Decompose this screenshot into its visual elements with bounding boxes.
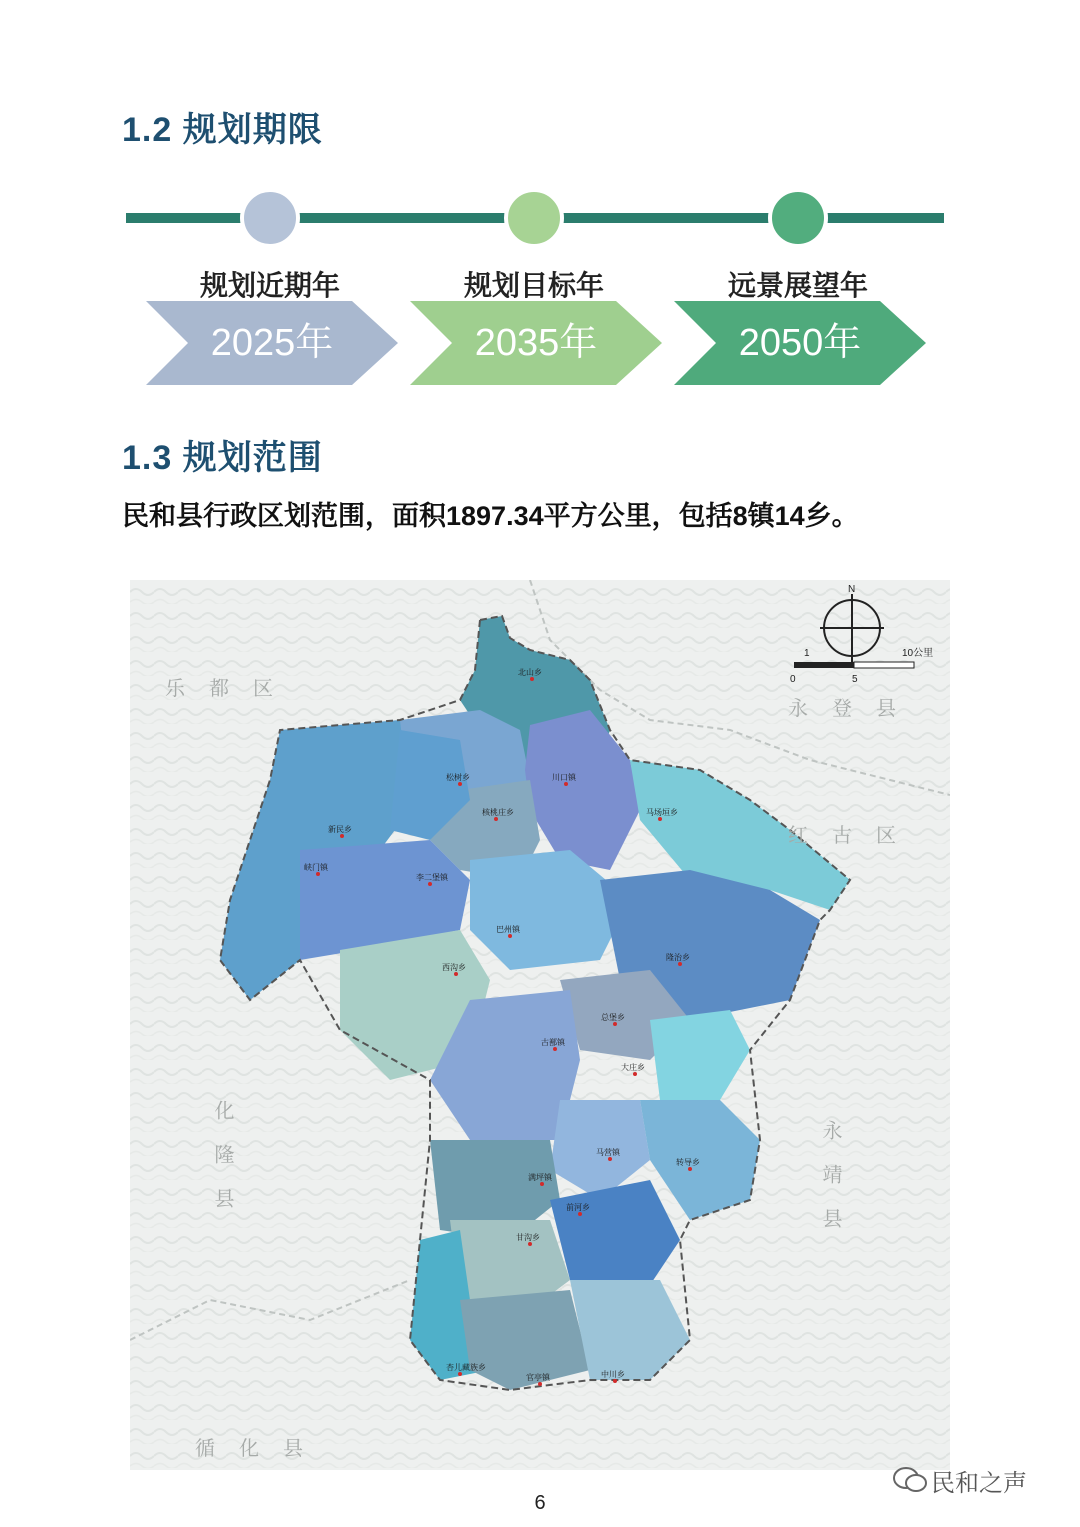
- year-vision: 2050年: [738, 322, 862, 364]
- page-number: 6: [534, 1492, 546, 1514]
- town-label: 转导乡: [676, 1158, 700, 1167]
- section-title-period: 1.2 规划期限: [122, 111, 323, 149]
- town-marker: [508, 934, 512, 938]
- year-near: 2025年: [210, 322, 334, 364]
- town-marker: [458, 782, 462, 786]
- timeline-dot-target: [504, 188, 564, 248]
- watermark: [893, 1462, 1027, 1498]
- town-label: 川口镇: [552, 773, 576, 782]
- town-label: 前河乡: [566, 1203, 590, 1212]
- town-marker: [658, 817, 662, 821]
- town-marker: [538, 1382, 542, 1386]
- town-label: 总堡乡: [601, 1013, 625, 1022]
- scale-tick-5: 5: [852, 674, 858, 685]
- town-label: 甘沟乡: [516, 1233, 540, 1242]
- town-label: 李二堡镇: [416, 873, 448, 882]
- town-marker: [494, 817, 498, 821]
- county-map: [130, 580, 950, 1470]
- scale-unit-label: 10公里: [902, 648, 934, 659]
- town-label: 马场垣乡: [646, 808, 678, 817]
- neighbor-label-hualong: 化隆县: [211, 1100, 233, 1232]
- town-marker: [530, 677, 534, 681]
- town-label: 北山乡: [518, 668, 542, 677]
- town-label: 中川乡: [601, 1370, 625, 1379]
- planning-timeline: [0, 180, 1080, 400]
- neighbor-label-honggu: 红古区: [788, 825, 920, 847]
- neighbor-label-ledu: 乐都区: [165, 678, 297, 700]
- town-marker: [564, 782, 568, 786]
- scale-tick-0: 0: [790, 674, 796, 685]
- stage-label-target: 规划目标年: [463, 270, 604, 301]
- watermark-text: 民和之声: [931, 1469, 1027, 1497]
- year-arrow-target: [410, 301, 662, 385]
- chat-icon: [893, 1466, 927, 1494]
- stage-label-vision: 远景展望年: [727, 270, 868, 301]
- town-marker: [688, 1167, 692, 1171]
- compass-label: N: [848, 584, 856, 595]
- neighbor-label-xunhua: 循化县: [195, 1438, 327, 1460]
- town-marker: [553, 1047, 557, 1051]
- scope-summary: 民和县行政区划范围，面积1897.34平方公里，包括8镇14乡。: [122, 501, 859, 531]
- town-marker: [678, 962, 682, 966]
- town-marker: [633, 1072, 637, 1076]
- town-marker: [540, 1182, 544, 1186]
- town-marker: [340, 834, 344, 838]
- stage-label-near: 规划近期年: [199, 270, 340, 301]
- town-marker: [613, 1022, 617, 1026]
- timeline-dot-vision: [768, 188, 828, 248]
- town-label: 西沟乡: [442, 963, 466, 972]
- town-label: 新民乡: [328, 825, 352, 834]
- town-marker: [428, 882, 432, 886]
- town-label: 隆治乡: [666, 953, 690, 962]
- neighbor-label-yongdeng: 永登县: [788, 698, 920, 720]
- year-arrow-vision: [674, 301, 926, 385]
- town-label: 杏儿藏族乡: [446, 1363, 486, 1372]
- town-marker: [528, 1242, 532, 1246]
- town-marker: [578, 1212, 582, 1216]
- town-marker: [613, 1379, 617, 1383]
- town-label: 松树乡: [446, 773, 470, 782]
- town-marker: [608, 1157, 612, 1161]
- town-marker: [458, 1372, 462, 1376]
- town-label: 核桃庄乡: [482, 808, 514, 817]
- town-label: 大庄乡: [621, 1063, 645, 1072]
- year-target: 2035年: [474, 322, 598, 364]
- town-label: 满坪镇: [528, 1173, 552, 1182]
- neighbor-label-yongjing: 永靖县: [819, 1120, 841, 1252]
- town-marker: [454, 972, 458, 976]
- town-label: 巴州镇: [496, 925, 520, 934]
- scale-tick-1: 1: [804, 648, 810, 659]
- town-label: 古鄯镇: [541, 1038, 565, 1047]
- town-label: 官亭镇: [526, 1373, 550, 1382]
- timeline-dot-near: [240, 188, 300, 248]
- town-marker: [316, 872, 320, 876]
- section-title-scope: 1.3 规划范围: [122, 439, 323, 477]
- town-label: 峡门镇: [304, 863, 328, 872]
- town-label: 马营镇: [596, 1148, 620, 1157]
- year-arrow-near: [146, 301, 398, 385]
